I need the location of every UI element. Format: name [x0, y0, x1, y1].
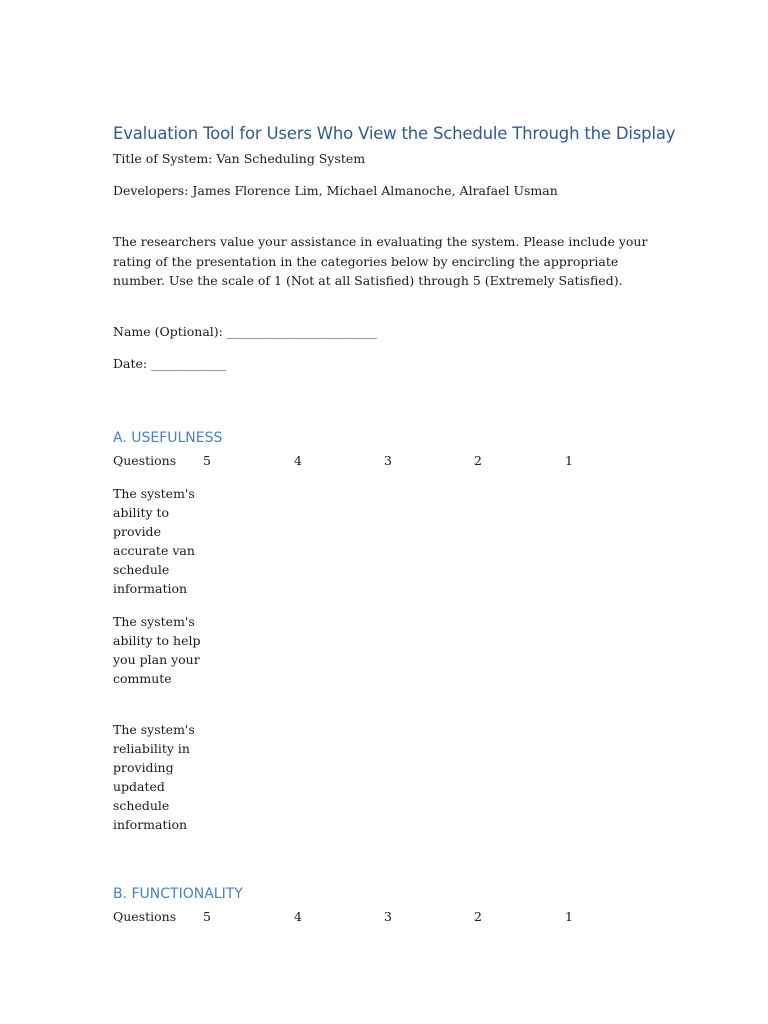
developers: Developers: James Florence Lim, Michael Almanoche, Alrafael Usman [113, 183, 558, 198]
document-title: Evaluation Tool for Users Who View the Schedule Through the Display [113, 124, 676, 143]
rating-header-4: 4 [294, 453, 302, 468]
rating-header-1: 1 [565, 909, 573, 924]
rating-header-4: 4 [294, 909, 302, 924]
rating-header-3: 3 [384, 909, 392, 924]
rating-header-1: 1 [565, 453, 573, 468]
rating-header-2: 2 [474, 453, 482, 468]
rating-header-3: 3 [384, 453, 392, 468]
question-reliability: The system's reliability in providing updated schedule information [113, 722, 195, 832]
question-accurate-schedule: The system's ability to provide accurate van schedule information [113, 486, 195, 596]
questions-column-header: Questions [113, 909, 177, 924]
name-field: Name (Optional): ________________________ [113, 324, 377, 339]
questions-column-header: Questions [113, 453, 177, 468]
rating-header-5: 5 [203, 453, 211, 468]
section-heading-usefulness: A. USEFULNESS [113, 430, 223, 446]
date-field: Date: ____________ [113, 356, 227, 371]
question-plan-commute: The system's ability to help you plan your commute [113, 614, 201, 686]
rating-header-5: 5 [203, 909, 211, 924]
system-title: Title of System: Van Scheduling System [113, 151, 366, 166]
section-heading-functionality: B. FUNCTIONALITY [113, 886, 243, 902]
rating-header-2: 2 [474, 909, 482, 924]
instructions-paragraph: The researchers value your assistance in evaluating the system. Please include your rating of the presentation in the categories below by encircling the appropriate number. Use the scale of 1 (Not at all Satisfied) through 5 (Extremely Satisfied). [113, 234, 648, 288]
